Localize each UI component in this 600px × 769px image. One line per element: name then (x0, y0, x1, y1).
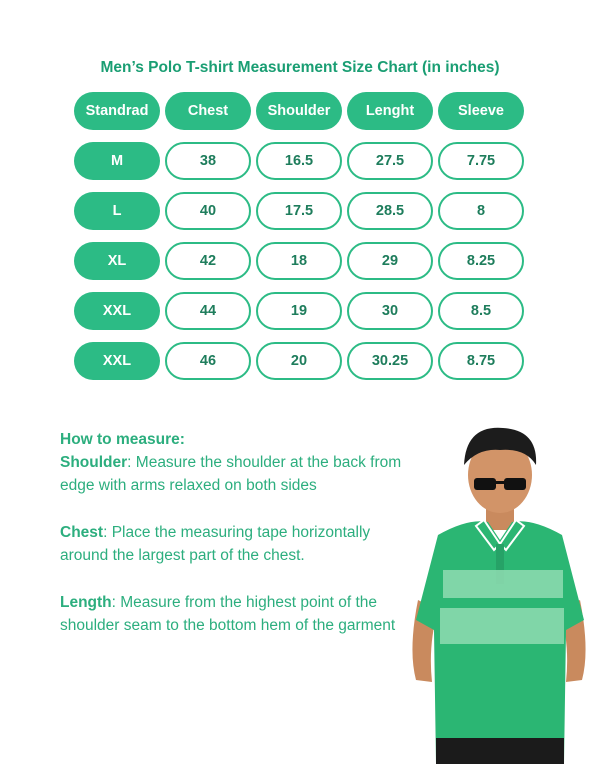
instruction-term: Length (60, 594, 112, 611)
instruction-term: Shoulder (60, 454, 128, 471)
page-title: Men’s Polo T-shirt Measurement Size Chart (in inches) (100, 59, 500, 76)
shoulder-value: 20 (256, 342, 342, 380)
model-photo (398, 420, 600, 764)
header-standard: Standrad (74, 92, 160, 130)
chest-value: 40 (165, 192, 251, 230)
chest-value: 38 (165, 142, 251, 180)
chest-value: 46 (165, 342, 251, 380)
size-label: XXL (74, 342, 160, 380)
shoulder-instruction (60, 451, 410, 497)
header-sleeve: Sleeve (438, 92, 524, 130)
length-value: 28.5 (347, 192, 433, 230)
size-label: L (74, 192, 160, 230)
length-value: 29 (347, 242, 433, 280)
length-instruction (60, 591, 410, 637)
size-label: XL (74, 242, 160, 280)
how-to-measure-section (60, 428, 410, 661)
instruction-text: : Measure from the highest point of the shoulder seam to the bottom hem of the garment (60, 594, 396, 634)
shoulder-value: 16.5 (256, 142, 342, 180)
length-value: 30 (347, 292, 433, 330)
sleeve-value: 8.25 (438, 242, 524, 280)
shoulder-value: 18 (256, 242, 342, 280)
instruction-text: : Place the measuring tape horizontally around the largest part of the chest. (60, 524, 371, 564)
header-shoulder: Shoulder (256, 92, 342, 130)
chest-instruction (60, 521, 410, 567)
shoulder-value: 19 (256, 292, 342, 330)
size-label: M (74, 142, 160, 180)
chest-value: 44 (165, 292, 251, 330)
sleeve-value: 8.5 (438, 292, 524, 330)
sleeve-value: 8 (438, 192, 524, 230)
sleeve-value: 8.75 (438, 342, 524, 380)
shoulder-value: 17.5 (256, 192, 342, 230)
instruction-term: Chest (60, 524, 104, 541)
chest-value: 42 (165, 242, 251, 280)
header-length: Lenght (347, 92, 433, 130)
length-value: 30.25 (347, 342, 433, 380)
instruction-text: : Measure the shoulder at the back from edge with arms relaxed on both sides (60, 454, 402, 494)
size-label: XXL (74, 292, 160, 330)
how-to-heading: How to measure: (60, 431, 185, 448)
header-chest: Chest (165, 92, 251, 130)
sleeve-value: 7.75 (438, 142, 524, 180)
length-value: 27.5 (347, 142, 433, 180)
